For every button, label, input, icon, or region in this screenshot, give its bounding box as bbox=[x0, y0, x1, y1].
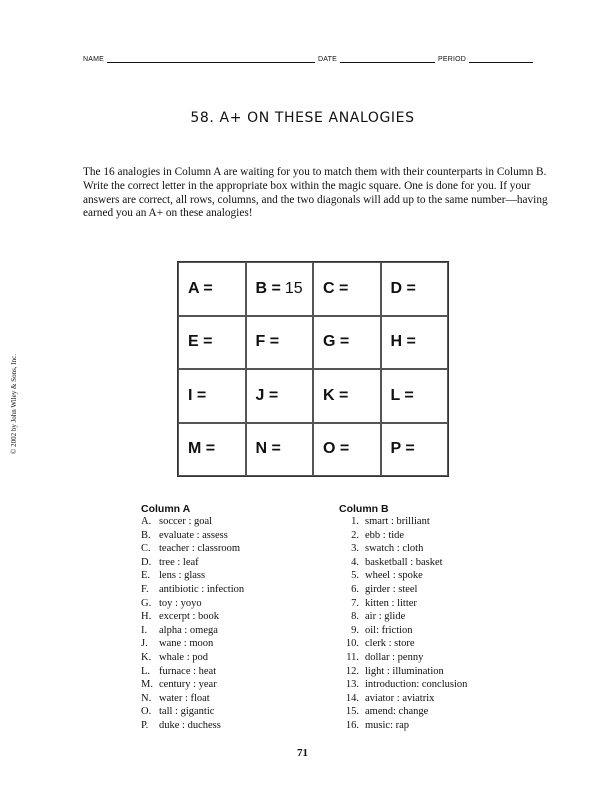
list-item bbox=[339, 719, 539, 733]
cell-label: K = bbox=[323, 386, 349, 404]
instructions: The 16 analogies in Column A are waiting for you to match them with their counterparts in Column B. Write the correct letter in the appropriate box within the magic square. One is done for you. If your answers are correct, all rows, columns, and the two diagonals will add up to the same number—having earned you an A+ on these analogies! bbox=[83, 166, 548, 220]
item-text: oil: friction bbox=[365, 624, 413, 636]
list-item bbox=[339, 692, 539, 706]
cell-label: N = bbox=[255, 440, 281, 458]
list-item bbox=[339, 583, 539, 597]
magic-square-cell[interactable] bbox=[381, 423, 449, 477]
item-key: N. bbox=[141, 692, 152, 704]
cell-label: M = bbox=[188, 440, 216, 458]
list-item bbox=[141, 556, 321, 570]
item-key: C. bbox=[141, 543, 151, 555]
item-key: 10. bbox=[345, 638, 359, 650]
item-key: 15. bbox=[345, 706, 359, 718]
magic-square bbox=[177, 261, 449, 477]
cell-label: P = bbox=[390, 440, 415, 458]
column-a-heading: Column A bbox=[141, 503, 191, 515]
item-key: 6. bbox=[351, 583, 359, 595]
item-key: 2. bbox=[351, 529, 359, 541]
magic-square-cell[interactable] bbox=[246, 262, 314, 316]
cell-label: H = bbox=[390, 333, 416, 351]
magic-square-cell[interactable] bbox=[246, 369, 314, 423]
item-text: tall : gigantic bbox=[159, 706, 215, 718]
item-key: 12. bbox=[345, 665, 359, 677]
item-text: water : float bbox=[159, 692, 210, 704]
item-key: 5. bbox=[351, 570, 359, 582]
item-text: aviator : aviatrix bbox=[365, 692, 435, 704]
list-item bbox=[339, 651, 539, 665]
list-item bbox=[339, 665, 539, 679]
item-text: lens : glass bbox=[159, 570, 206, 582]
column-b-heading: Column B bbox=[339, 503, 389, 515]
item-text: kitten : litter bbox=[365, 597, 417, 609]
item-key: F. bbox=[141, 583, 149, 595]
date-label: DATE bbox=[318, 56, 337, 63]
cell-answer: 15 bbox=[284, 279, 303, 297]
column-a bbox=[141, 504, 321, 733]
list-item bbox=[339, 624, 539, 638]
item-key: 9. bbox=[351, 624, 359, 636]
period-field[interactable] bbox=[469, 54, 533, 63]
list-item bbox=[339, 569, 539, 583]
list-item bbox=[141, 651, 321, 665]
list-item bbox=[141, 665, 321, 679]
item-text: introduction: conclusion bbox=[365, 679, 468, 691]
list-item bbox=[141, 610, 321, 624]
item-key: E. bbox=[141, 570, 151, 582]
item-text: amend: change bbox=[365, 706, 429, 718]
item-key: 4. bbox=[351, 556, 359, 568]
item-key: 11. bbox=[346, 651, 359, 663]
item-key: 3. bbox=[351, 543, 359, 555]
item-key: K. bbox=[141, 651, 152, 663]
item-text: alpha : omega bbox=[159, 624, 218, 636]
list-item bbox=[141, 529, 321, 543]
magic-square-cell[interactable] bbox=[313, 262, 381, 316]
item-text: air : glide bbox=[365, 611, 406, 623]
cell-label: I = bbox=[188, 386, 207, 404]
item-text: toy : yoyo bbox=[159, 597, 202, 609]
name-field[interactable] bbox=[107, 54, 315, 63]
cell-label: B = bbox=[255, 279, 281, 297]
student-header bbox=[83, 54, 548, 63]
item-key: H. bbox=[141, 611, 152, 623]
item-text: whale : pod bbox=[159, 651, 208, 663]
item-key: O. bbox=[141, 706, 152, 718]
item-key: 1. bbox=[351, 516, 359, 527]
list-item bbox=[141, 583, 321, 597]
item-key: B. bbox=[141, 529, 151, 541]
item-text: ebb : tide bbox=[365, 529, 405, 541]
name-label: NAME bbox=[83, 56, 105, 63]
item-key: 7. bbox=[351, 597, 359, 609]
item-text: tree : leaf bbox=[159, 556, 199, 568]
item-key: 16. bbox=[345, 719, 359, 731]
item-text: century : year bbox=[159, 679, 217, 691]
magic-square-cell[interactable] bbox=[178, 423, 246, 477]
item-text: dollar : penny bbox=[365, 651, 424, 663]
list-item bbox=[339, 678, 539, 692]
item-text: light : illumination bbox=[365, 665, 444, 677]
item-key: 8. bbox=[351, 611, 359, 623]
item-key: L. bbox=[141, 665, 151, 677]
magic-square-cell[interactable] bbox=[246, 316, 314, 370]
period-label: PERIOD bbox=[437, 56, 467, 63]
cell-label: C = bbox=[323, 279, 349, 297]
item-key: G. bbox=[141, 597, 152, 609]
item-text: swatch : cloth bbox=[365, 543, 424, 555]
item-key: I. bbox=[141, 624, 148, 636]
cell-label: A = bbox=[188, 279, 213, 297]
magic-square-cell[interactable] bbox=[381, 316, 449, 370]
magic-square-cell[interactable] bbox=[313, 369, 381, 423]
list-item bbox=[141, 569, 321, 583]
magic-square-cell[interactable] bbox=[313, 423, 381, 477]
list-item bbox=[339, 637, 539, 651]
page-number: 71 bbox=[297, 747, 308, 759]
item-text: excerpt : book bbox=[159, 611, 220, 623]
list-item bbox=[141, 705, 321, 719]
item-text: music: rap bbox=[365, 719, 410, 731]
item-key: P. bbox=[141, 719, 149, 731]
item-text: smart : brilliant bbox=[365, 516, 430, 527]
item-key: J. bbox=[141, 638, 148, 650]
item-key: D. bbox=[141, 556, 152, 568]
page-title: 58. A+ ON THESE ANALOGIES bbox=[190, 110, 415, 126]
list-item bbox=[141, 542, 321, 556]
list-item bbox=[339, 542, 539, 556]
item-text: clerk : store bbox=[365, 638, 415, 650]
list-item bbox=[339, 597, 539, 611]
magic-square-cell[interactable] bbox=[313, 316, 381, 370]
copyright-notice: © 2002 by John Wiley & Sons, Inc. bbox=[10, 354, 18, 454]
item-key: A. bbox=[141, 516, 152, 527]
item-text: evaluate : assess bbox=[159, 529, 228, 541]
list-item bbox=[339, 556, 539, 570]
list-item bbox=[339, 705, 539, 719]
magic-square-cell[interactable] bbox=[381, 369, 449, 423]
item-text: teacher : classroom bbox=[159, 543, 241, 555]
list-item bbox=[339, 515, 539, 529]
item-text: furnace : heat bbox=[159, 665, 217, 677]
cell-label: J = bbox=[255, 386, 279, 404]
item-key: 14. bbox=[345, 692, 359, 704]
cell-label: F = bbox=[255, 333, 280, 351]
list-item bbox=[141, 624, 321, 638]
item-text: antibiotic : infection bbox=[159, 583, 245, 595]
cell-label: D = bbox=[390, 279, 416, 297]
magic-square-cell[interactable] bbox=[178, 316, 246, 370]
date-field[interactable] bbox=[340, 54, 435, 63]
magic-square-cell[interactable] bbox=[246, 423, 314, 477]
list-item bbox=[141, 692, 321, 706]
magic-square-cell[interactable] bbox=[178, 262, 246, 316]
cell-label: G = bbox=[323, 333, 350, 351]
list-item bbox=[141, 515, 321, 529]
item-key: 13. bbox=[345, 679, 359, 691]
list-item bbox=[141, 678, 321, 692]
item-text: duke : duchess bbox=[159, 719, 221, 731]
list-item bbox=[339, 610, 539, 624]
cell-label: L = bbox=[390, 386, 414, 404]
item-text: wane : moon bbox=[159, 638, 214, 650]
list-item bbox=[141, 719, 321, 733]
item-text: basketball : basket bbox=[365, 556, 443, 568]
list-item bbox=[141, 597, 321, 611]
item-key: M. bbox=[141, 679, 153, 691]
magic-square-cell[interactable] bbox=[178, 369, 246, 423]
column-b bbox=[339, 504, 539, 733]
magic-square-cell[interactable] bbox=[381, 262, 449, 316]
list-item bbox=[339, 529, 539, 543]
item-text: wheel : spoke bbox=[365, 570, 423, 582]
cell-label: O = bbox=[323, 440, 350, 458]
item-text: soccer : goal bbox=[159, 516, 213, 527]
item-text: girder : steel bbox=[365, 583, 418, 595]
list-item bbox=[141, 637, 321, 651]
cell-label: E = bbox=[188, 333, 213, 351]
